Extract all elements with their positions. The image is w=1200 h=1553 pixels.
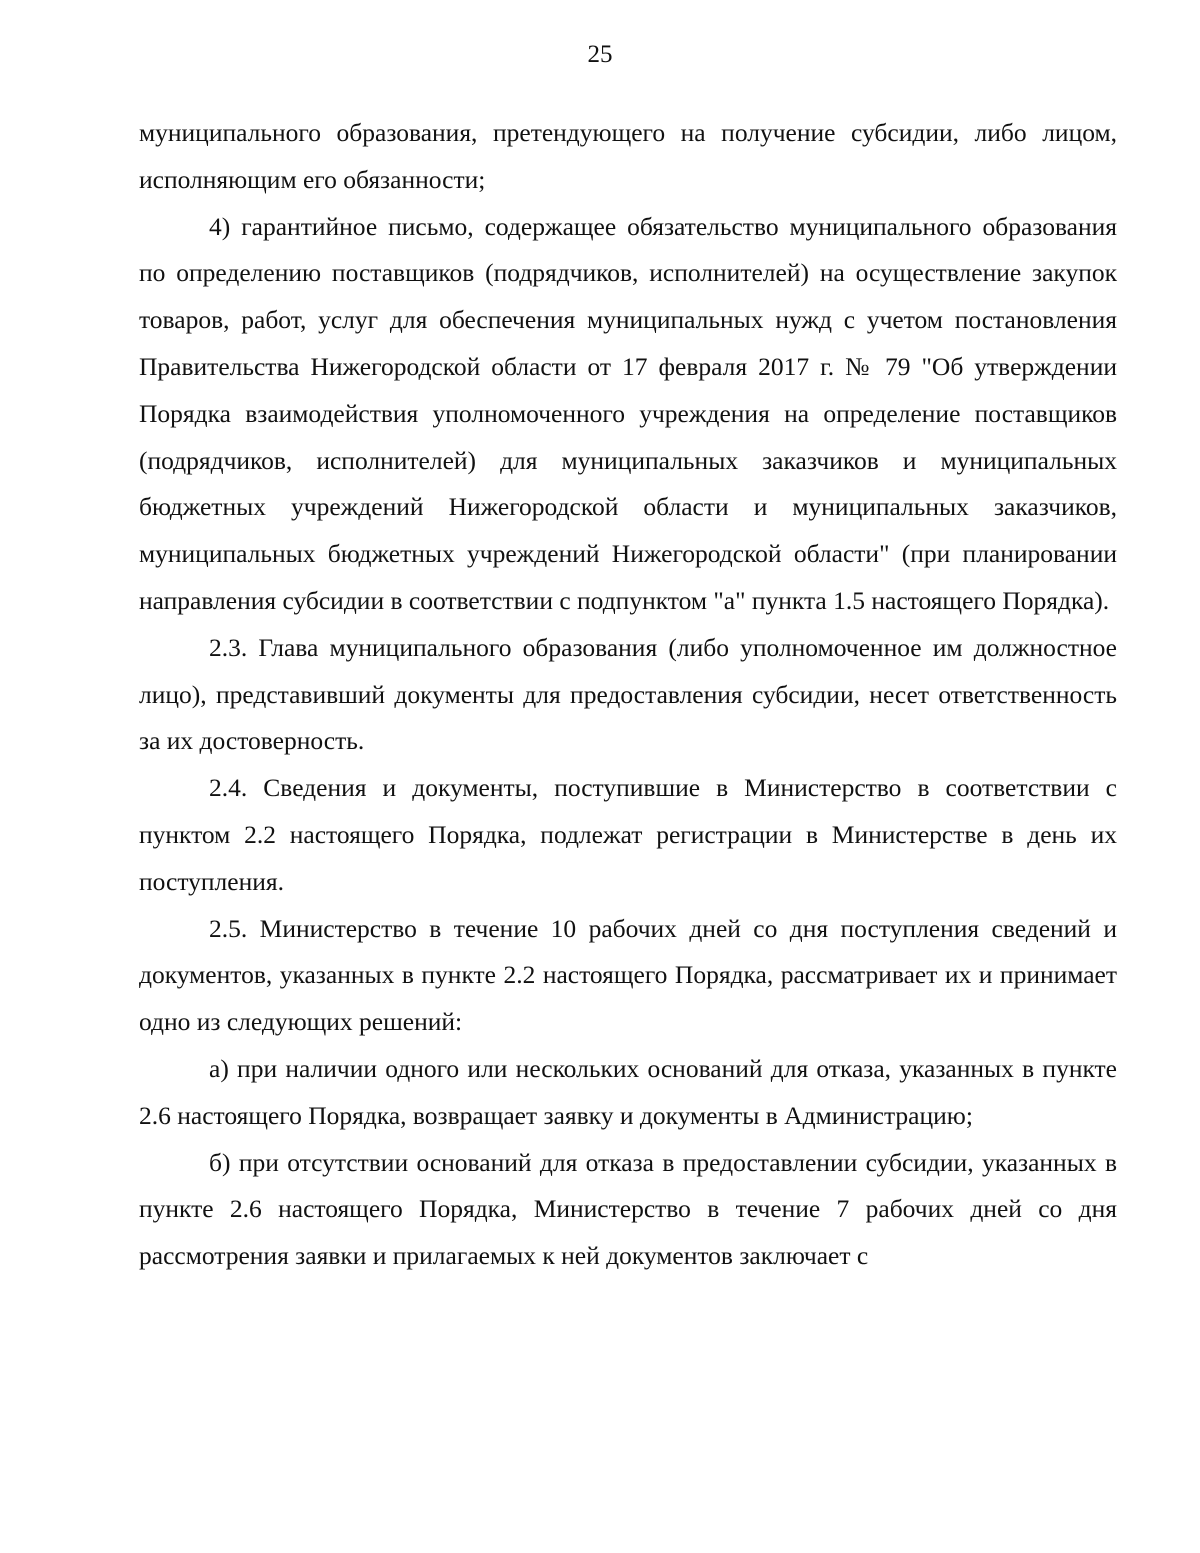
paragraph-continuation: муниципального образования, претендующего на получение субсидии, либо лицом, исполняющим его обязанности;: [139, 118, 1117, 194]
paragraph-item-4-guarantee-letter: 4) гарантийное письмо, содержащее обязательство муниципального образования по определению поставщиков (подрядчиков, исполнителей) на осуществление закупок товаров, работ, услуг для обеспечения муниципальных нужд с учетом постановления Правительства Нижегородской области от 17 февраля 2017 г. № 79 "Об утверждении Порядка взаимодействия уполномоченного учреждения на определение поставщиков (подрядчиков, исполнителей) для муниципальных заказчиков и муниципальных бюджетных учреждений Нижегородской области и муниципальных заказчиков, муниципальных бюджетных учреждений Нижегородской области" (при планировании направления субсидии в соответствии с подпунктом "а" пункта 1.5 настоящего Порядка).: [139, 211, 1117, 615]
paragraph-2-5-a: а) при наличии одного или нескольких оснований для отказа, указанных в пункте 2.6 настоящего Порядка, возвращает заявку и документы в Администрацию;: [139, 1053, 1117, 1130]
paragraph-2-5: 2.5. Министерство в течение 10 рабочих дней со дня поступления сведений и документов, указанных в пункте 2.2 настоящего Порядка, рассматривает их и принимает одно из следующих решений:: [139, 913, 1117, 1037]
paragraph-2-5-b: б) при отсутствии оснований для отказа в предоставлении субсидии, указанных в пункте 2.6 настоящего Порядка, Министерство в течение 7 рабочих дней со дня рассмотрения заявки и прилагаемых к ней документов заключает с: [139, 1147, 1117, 1271]
paragraph-2-4: 2.4. Сведения и документы, поступившие в Министерство в соответствии с пунктом 2.2 настоящего Порядка, подлежат регистрации в Министерстве в день их поступления.: [139, 773, 1117, 896]
page-number: 25: [587, 41, 613, 68]
paragraph-2-3: 2.3. Глава муниципального образования (либо уполномоченное им должностное лицо), представивший документы для предоставления субсидии, несет ответственность за их достоверность.: [139, 632, 1117, 756]
document-body: [139, 110, 1117, 1280]
